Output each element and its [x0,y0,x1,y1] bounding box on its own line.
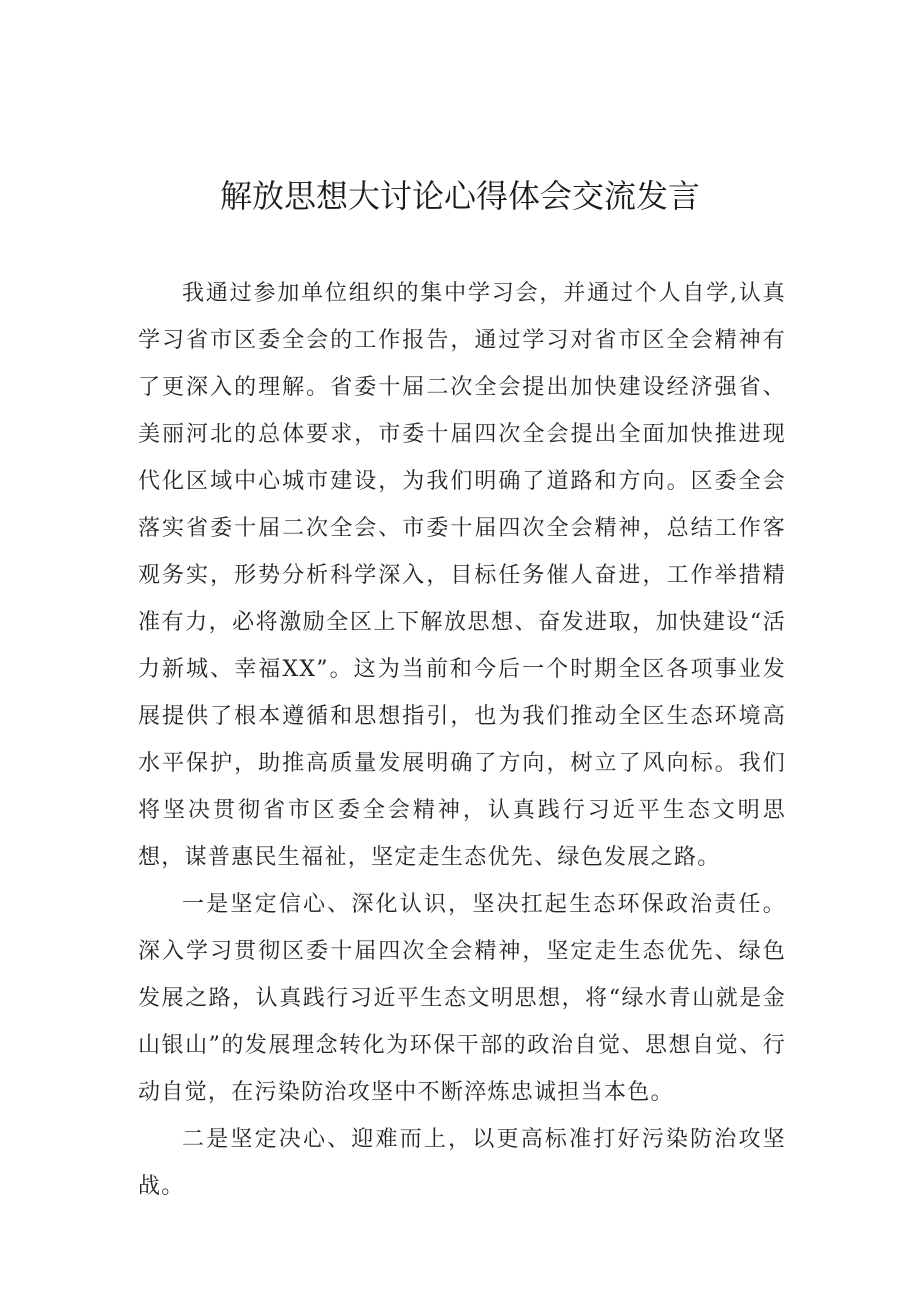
document-body [138,270,786,1210]
paragraph-point-one: 一是坚定信心、深化认识，坚决扛起生态环保政治责任。深入学习贯彻区委十届四次全会精神，坚定走生态优先、绿色发展之路，认真践行习近平生态文明思想，将“绿水青山就是金山银山”的发展理念转化为环保干部的政治自觉、思想自觉、行动自觉，在污染防治攻坚中不断淬炼忠诚担当本色。 [138,892,786,1105]
document-title: 解放思想大讨论心得体会交流发言 [219,177,700,215]
paragraph-intro: 我通过参加单位组织的集中学习会，并通过个人自学,认真学习省市区委全会的工作报告，通过学习对省市区全会精神有了更深入的理解。省委十届二次全会提出加快建设经济强省、美丽河北的总体要求，市委十届四次全会提出全面加快推进现代化区域中心城市建设，为我们明确了道路和方向。区委全会落实省委十届二次全会、市委十届四次全会精神，总结工作客观务实，形势分析科学深入，目标任务催人奋进，工作举措精准有力，必将激励全区上下解放思想、奋发进取，加快建设“活力新城、幸福XX”。这为当前和今后一个时期全区各项事业发展提供了根本遵循和思想指引，也为我们推动全区生态环境高水平保护，助推高质量发展明确了方向，树立了风向标。我们将坚决贯彻省市区委全会精神，认真践行习近平生态文明思想，谋普惠民生福祉，坚定走生态优先、绿色发展之路。 [138,281,786,870]
paragraph-point-two: 二是坚定决心、迎难而上，以更高标准打好污染防治攻坚战。 [138,1127,786,1199]
